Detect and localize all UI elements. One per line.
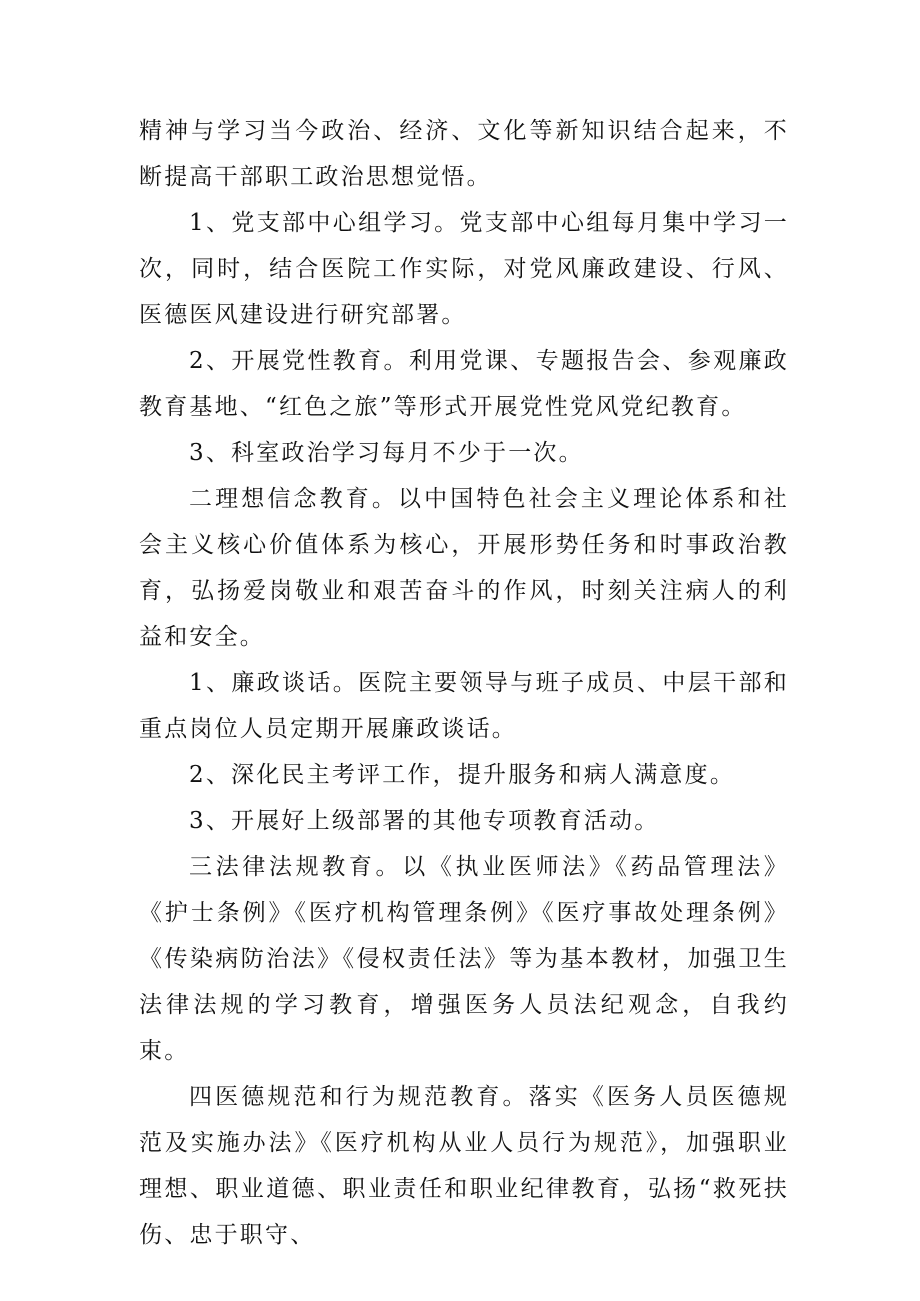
paragraph-ideals-education: 二理想信念教育。以中国特色社会主义理论体系和社会主义核心价值体系为核心，开展形势任务和时事政治教育，弘扬爱岗敬业和艰苦奋斗的作风，时刻关注病人的利益和安全。: [139, 486, 789, 650]
paragraph-party-education: 2、开展党性教育。利用党课、专题报告会、参观廉政教育基地、“红色之旅”等形式开展党性党风党纪教育。: [139, 348, 789, 420]
paragraph-party-branch-study: 1、党支部中心组学习。党支部中心组每月集中学习一次，同时，结合医院工作实际，对党风廉政建设、行风、医德医风建设进行研究部署。: [139, 210, 789, 328]
paragraph-continuation: 精神与学习当今政治、经济、文化等新知识结合起来，不断提高干部职工政治思想觉悟。: [139, 118, 789, 190]
paragraph-law-education: 三法律法规教育。以《执业医师法》《药品管理法》《护士条例》《医疗机构管理条例》《医疗事故处理条例》《传染病防治法》《侵权责任法》等为基本教材，加强卫生法律法规的学习教育，增强医务人员法纪观念，自我约束。: [139, 854, 789, 1064]
paragraph-special-education: 3、开展好上级部署的其他专项教育活动。: [189, 808, 660, 834]
paragraph-integrity-talks: 1、廉政谈话。医院主要领导与班子成员、中层干部和重点岗位人员定期开展廉政谈话。: [139, 670, 789, 742]
paragraph-ethics-education: 四医德规范和行为规范教育。落实《医务人员医德规范及实施办法》《医疗机构从业人员行为规范》，加强职业理想、职业道德、职业责任和职业纪律教育，弘扬“救死扶伤、忠于职守、: [139, 1084, 789, 1248]
document-body: [139, 108, 789, 1258]
paragraph-democratic-evaluation: 2、深化民主考评工作，提升服务和病人满意度。: [189, 762, 736, 788]
paragraph-department-study: 3、科室政治学习每月不少于一次。: [189, 440, 584, 466]
